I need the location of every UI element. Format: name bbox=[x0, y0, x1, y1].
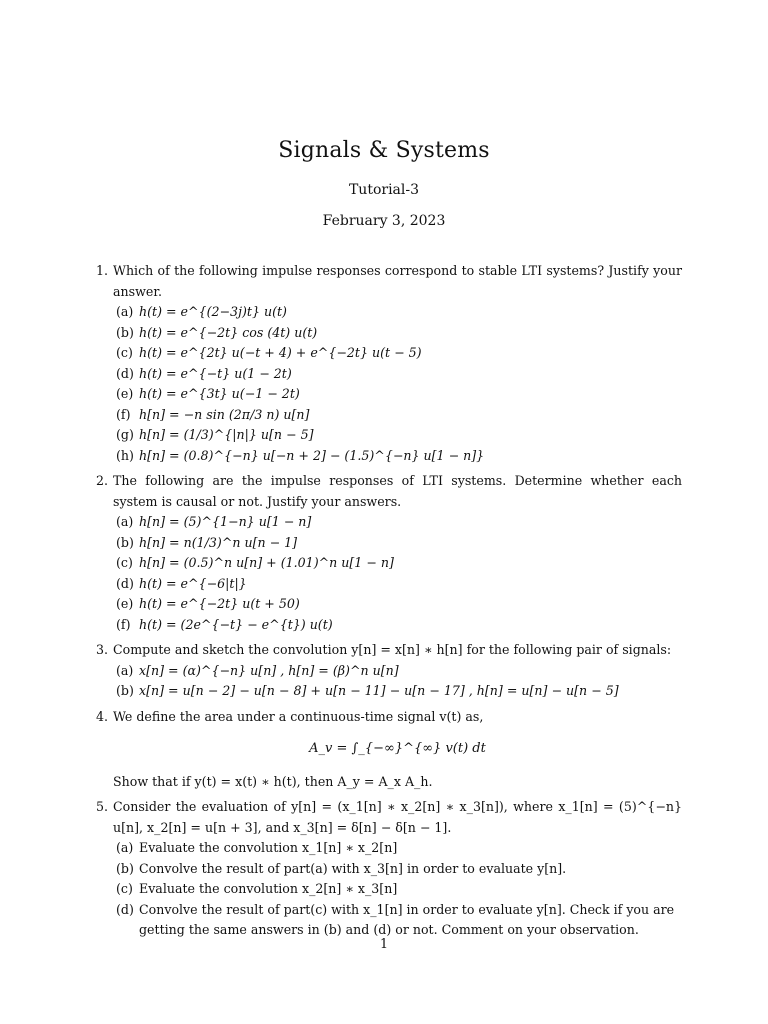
item-label: (a) bbox=[116, 304, 134, 319]
problem-text: We define the area under a continuous-time signal v(t) as, bbox=[113, 708, 484, 724]
list-item bbox=[113, 302, 682, 323]
document-title: Signals & Systems bbox=[278, 138, 490, 163]
item-text: Evaluate the convolution x_1[n] ∗ x_2[n] bbox=[139, 840, 398, 855]
problem-number: 1. bbox=[96, 263, 109, 278]
item-label: (g) bbox=[116, 427, 134, 442]
item-text: Convolve the result of part(c) with x_1[n] in order to evaluate y[n]. Check if you are getting the same answers in (b) and (d) or not. Comment on your observation. bbox=[139, 901, 675, 937]
problem-text: The following are the impulse responses of LTI systems. Determine whether each system is causal or not. Justify your answers. bbox=[113, 473, 682, 509]
problem-text: Which of the following impulse responses correspond to stable LTI systems? Justify your answer. bbox=[113, 263, 682, 299]
page-number: 1 bbox=[379, 936, 388, 951]
item-label: (f) bbox=[116, 406, 131, 422]
item-equation: h(t) = (2e^{−t} − e^{t}) u(t) bbox=[139, 616, 333, 632]
problem-items bbox=[113, 661, 682, 702]
item-equation: h[n] = (0.8)^{−n} u[−n + 2] − (1.5)^{−n} u[1 − n]} bbox=[139, 447, 485, 463]
list-item bbox=[113, 879, 682, 900]
item-equation: x[n] = u[n − 2] − u[n − 8] + u[n − 11] − u[n − 17] , h[n] = u[n] − u[n − 5] bbox=[139, 683, 619, 698]
item-equation: h[n] = (5)^{1−n} u[1 − n] bbox=[139, 514, 312, 529]
item-label: (a) bbox=[116, 840, 134, 855]
item-label: (b) bbox=[116, 534, 134, 550]
problem-number: 5. bbox=[96, 799, 109, 814]
list-item bbox=[113, 323, 682, 344]
item-equation: h(t) = e^{3t} u(−1 − 2t) bbox=[139, 386, 300, 401]
document-subtitle: Tutorial-3 bbox=[348, 182, 420, 198]
problem-text: Compute and sketch the convolution y[n] = x[n] ∗ h[n] for the following pair of signals: bbox=[113, 642, 672, 657]
item-equation: x[n] = (α)^{−n} u[n] , h[n] = (β)^n u[n] bbox=[139, 662, 399, 678]
item-label: (e) bbox=[116, 596, 134, 611]
list-item bbox=[113, 425, 682, 446]
problem-text: Consider the evaluation of y[n] = (x_1[n] ∗ x_2[n] ∗ x_3[n]), where x_1[n] = (5)^{−n} u[n], x_2[n] = u[n + 3], and x_3[n] = δ[n] − δ[n − 1]. bbox=[113, 799, 682, 835]
problem-1 bbox=[96, 261, 682, 466]
item-equation: h(t) = e^{−2t} u(t + 50) bbox=[139, 596, 300, 611]
list-item bbox=[113, 574, 682, 595]
item-equation: h(t) = e^{−6|t|} bbox=[139, 575, 247, 591]
item-equation: h[n] = (0.5)^n u[n] + (1.01)^n u[1 − n] bbox=[139, 555, 394, 570]
item-label: (b) bbox=[116, 860, 134, 876]
item-label: (f) bbox=[116, 616, 131, 632]
problem-items bbox=[113, 512, 682, 635]
item-label: (b) bbox=[116, 324, 134, 340]
display-equation: A_v = ∫_{−∞}^{∞} v(t) dt bbox=[309, 741, 486, 756]
item-label: (d) bbox=[116, 575, 134, 591]
problem-items bbox=[113, 302, 682, 466]
list-item bbox=[113, 661, 682, 682]
item-label: (c) bbox=[116, 881, 133, 896]
item-text: Evaluate the convolution x_2[n] ∗ x_3[n] bbox=[139, 881, 398, 896]
problem-2 bbox=[96, 471, 682, 635]
list-item bbox=[113, 900, 682, 941]
list-item bbox=[113, 594, 682, 615]
item-equation: h[n] = −n sin (2π/3 n) u[n] bbox=[139, 406, 310, 422]
list-item bbox=[113, 405, 682, 426]
list-item bbox=[113, 681, 682, 702]
list-item bbox=[113, 446, 682, 467]
list-item bbox=[113, 364, 682, 385]
item-label: (a) bbox=[116, 514, 134, 529]
problem-items bbox=[113, 838, 682, 941]
item-equation: h[n] = n(1/3)^n u[n − 1] bbox=[139, 534, 298, 550]
problem-list bbox=[96, 261, 682, 946]
item-text: Convolve the result of part(a) with x_3[n] in order to evaluate y[n]. bbox=[139, 860, 567, 876]
problem-number: 4. bbox=[96, 708, 109, 724]
problem-3 bbox=[96, 640, 682, 702]
list-item bbox=[113, 838, 682, 859]
item-label: (e) bbox=[116, 386, 134, 401]
document-date: February 3, 2023 bbox=[322, 213, 446, 229]
item-label: (c) bbox=[116, 555, 133, 570]
item-equation: h(t) = e^{−t} u(1 − 2t) bbox=[139, 365, 292, 381]
item-equation: h(t) = e^{(2−3j)t} u(t) bbox=[139, 304, 287, 319]
problem-number: 2. bbox=[96, 473, 109, 488]
list-item bbox=[113, 859, 682, 880]
item-label: (h) bbox=[116, 447, 134, 463]
problem-followup: Show that if y(t) = x(t) ∗ h(t), then A_y = A_x A_h. bbox=[113, 773, 433, 789]
item-label: (d) bbox=[116, 365, 134, 381]
list-item bbox=[113, 533, 682, 554]
problem-number: 3. bbox=[96, 642, 109, 657]
list-item bbox=[113, 615, 682, 636]
item-equation: h(t) = e^{2t} u(−t + 4) + e^{−2t} u(t − 5) bbox=[139, 345, 422, 360]
list-item bbox=[113, 343, 682, 364]
item-equation: h(t) = e^{−2t} cos (4t) u(t) bbox=[139, 324, 318, 340]
item-label: (b) bbox=[116, 683, 134, 698]
item-label: (c) bbox=[116, 345, 133, 360]
list-item bbox=[113, 553, 682, 574]
item-equation: h[n] = (1/3)^{|n|} u[n − 5] bbox=[139, 427, 314, 442]
item-label: (d) bbox=[116, 901, 134, 917]
list-item bbox=[113, 512, 682, 533]
problem-4 bbox=[96, 707, 682, 793]
item-label: (a) bbox=[116, 662, 134, 678]
problem-5 bbox=[96, 797, 682, 941]
list-item bbox=[113, 384, 682, 405]
